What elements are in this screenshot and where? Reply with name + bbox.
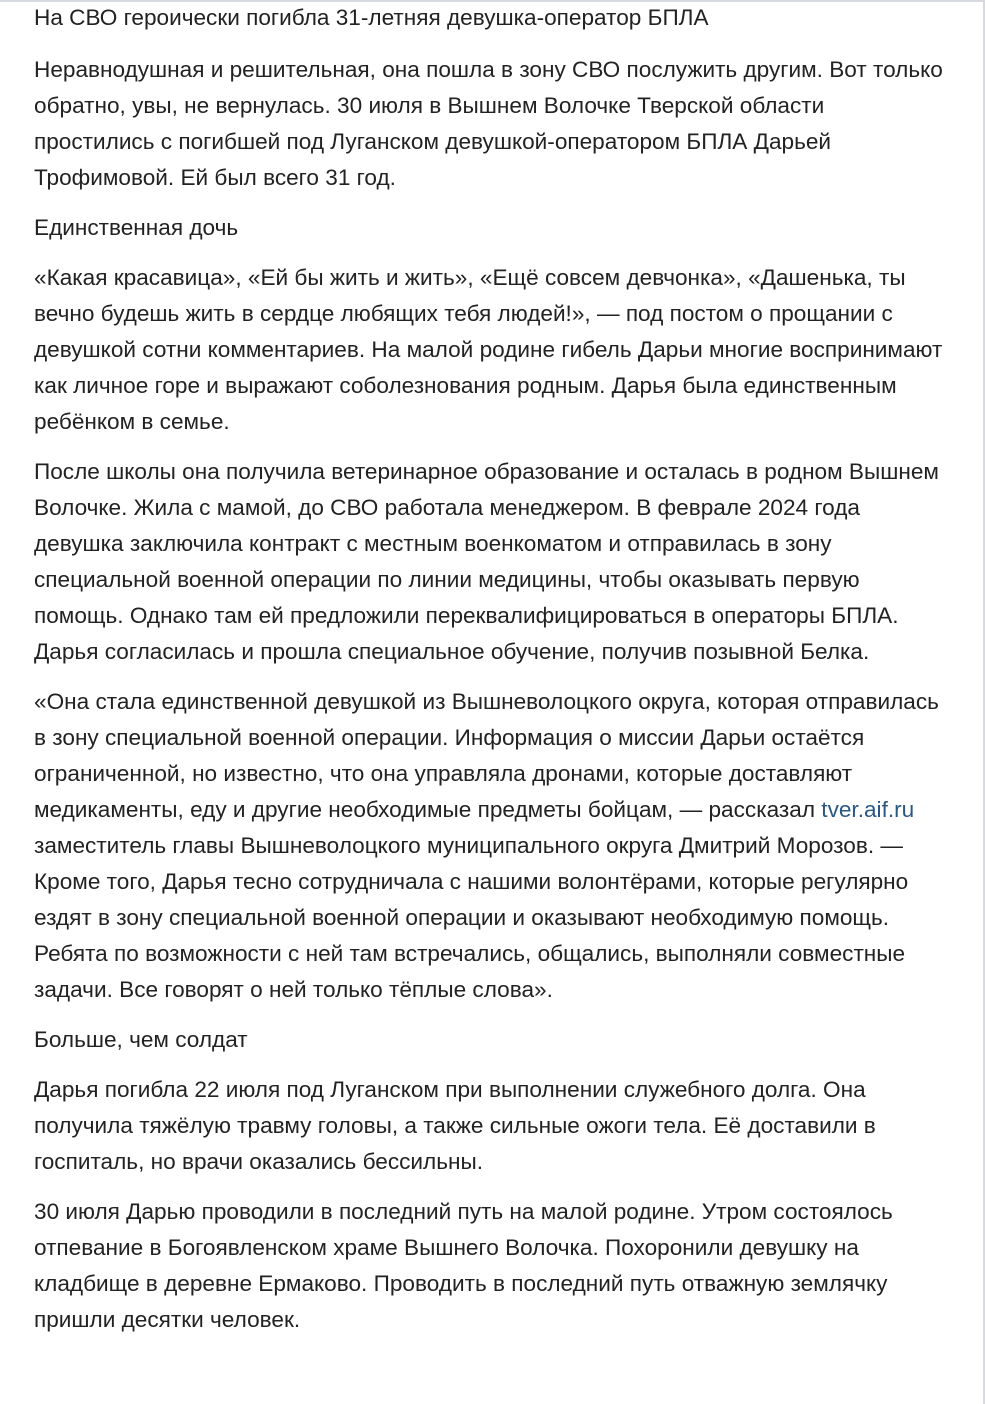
paragraph-biography: После школы она получила ветеринарное образование и осталась в родном Вышнем Волочке. Жила с мамой, до СВО работала менеджером. В феврале 2024 года девушка заключила контракт с местным военкоматом и отправилась в зону специальной военной операции по линии медицины, чтобы оказывать первую помощь. Однако там ей предложили переквалифицироваться в операторы БПЛА. Дарья согласилась и прошла специальное обучение, получив позывной Белка.	[34, 459, 939, 664]
quote-text-end: заместитель главы Вышневолоцкого муниципального округа Дмитрий Морозов. — Кроме того, Дарья тесно сотрудничала с нашими волонтёрами, которые регулярно ездят в зону специальной военной операции и оказывают необходимую помощь. Ребята по возможности с ней там встречались, общались, выполняли совместные задачи. Все говорят о ней только тёплые слова».	[34, 833, 909, 1002]
quote-text-start: «Она стала единственной девушкой из Вышневолоцкого округа, которая отправилась в зону специальной военной операции. Информация о миссии Дарьи остаётся ограниченной, но известно, что она управляла дронами, которые доставляют медикаменты, еду и другие необходимые предметы бойцам, — рассказал	[34, 689, 939, 822]
article-lead: Неравнодушная и решительная, она пошла в зону СВО послужить другим. Вот только обратно, увы, не вернулась. 30 июля в Вышнем Волочке Тверской области простились с погибшей под Луганском девушкой-оператором БПЛА Дарьей Трофимовой. Ей был всего 31 год.	[34, 57, 943, 190]
paragraph-death: Дарья погибла 22 июля под Луганском при выполнении служебного долга. Она получила тяжёлую травму головы, а также сильные ожоги тела. Её доставили в госпиталь, но врачи оказались бессильны.	[34, 1077, 876, 1174]
article-body	[34, 2, 949, 1352]
paragraph-quote	[34, 684, 949, 1008]
section-heading-only-daughter: Единственная дочь	[34, 215, 239, 240]
paragraph-funeral: 30 июля Дарью проводили в последний путь на малой родине. Утром состоялось отпевание в Богоявленском храме Вышнего Волочка. Похоронили девушку на кладбище в деревне Ермаково. Проводить в последний путь отважную землячку пришли десятки человек.	[34, 1199, 893, 1332]
source-link[interactable]: tver.aif.ru	[821, 797, 915, 822]
section-heading-more-than-soldier: Больше, чем солдат	[34, 1027, 248, 1052]
article-title: На СВО героически погибла 31-летняя девушка-оператор БПЛА	[34, 5, 709, 30]
paragraph-comments: «Какая красавица», «Ей бы жить и жить», «Ещё совсем девчонка», «Дашенька, ты вечно будешь жить в сердце любящих тебя людей!», — под постом о прощании с девушкой сотни комментариев. На малой родине гибель Дарьи многие воспринимают как личное горе и выражают соболезнования родным. Дарья была единственным ребёнком в семье.	[34, 265, 943, 434]
